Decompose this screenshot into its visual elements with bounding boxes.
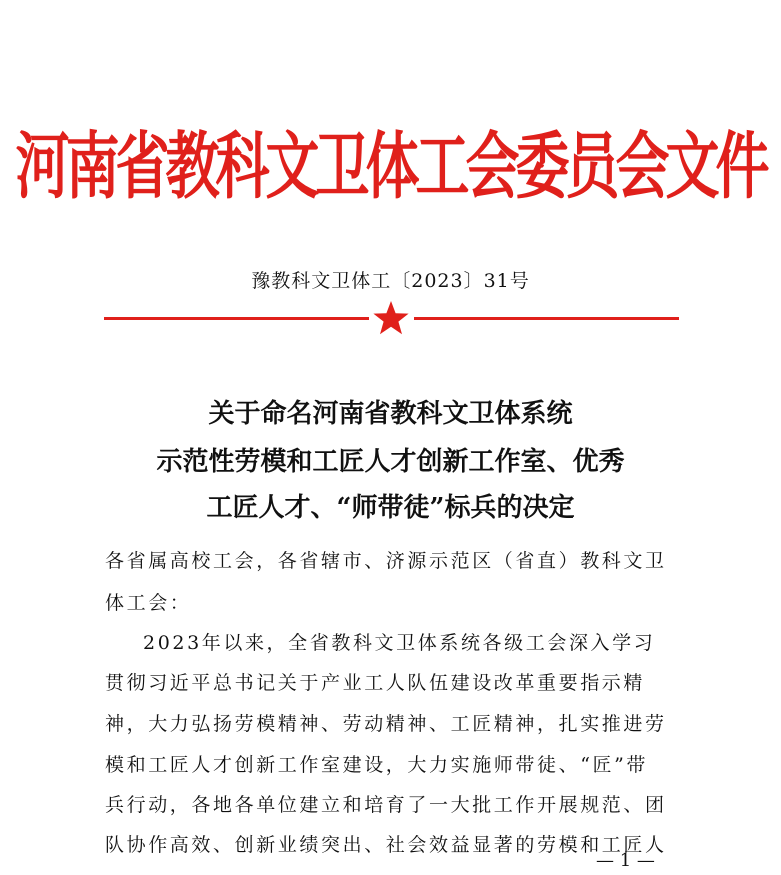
- paragraph-line: 队协作高效、创新业绩突出、社会效益显著的劳模和工匠人: [105, 834, 667, 856]
- paragraph-line: 2023年以来，全省教科文卫体系统各级工会深入学习: [143, 632, 656, 654]
- document-masthead-title: 河南省教科文卫体工会委员会文件: [15, 122, 766, 210]
- red-divider-right: [414, 317, 679, 320]
- salutation-line-1: 各省属高校工会，各省辖市、济源示范区（省直）教科文卫: [105, 550, 667, 572]
- paragraph-line: 贯彻习近平总书记关于产业工人队伍建设改革重要指示精: [105, 672, 646, 694]
- paragraph-line: 兵行动，各地各单位建立和培育了一大批工作开展规范、团: [105, 794, 667, 816]
- salutation-line-2: 体工会：: [105, 592, 192, 614]
- paragraph-line: 神，大力弘扬劳模精神、劳动精神、工匠精神，扎实推进劳: [105, 713, 667, 735]
- decision-title-line-1: 关于命名河南省教科文卫体系统: [208, 399, 573, 429]
- paragraph-line: 模和工匠人才创新工作室建设，大力实施师带徒、“匠”带: [105, 754, 649, 776]
- red-star-icon: [371, 300, 411, 336]
- document-number: 豫教科文卫体工〔2023〕31号: [251, 270, 530, 292]
- page-number: — 1 —: [596, 850, 655, 871]
- decision-title-line-2: 示范性劳模和工匠人才创新工作室、优秀: [156, 447, 625, 477]
- red-divider-left: [104, 317, 369, 320]
- decision-title-line-3: 工匠人才、“师带徒”标兵的决定: [206, 493, 575, 523]
